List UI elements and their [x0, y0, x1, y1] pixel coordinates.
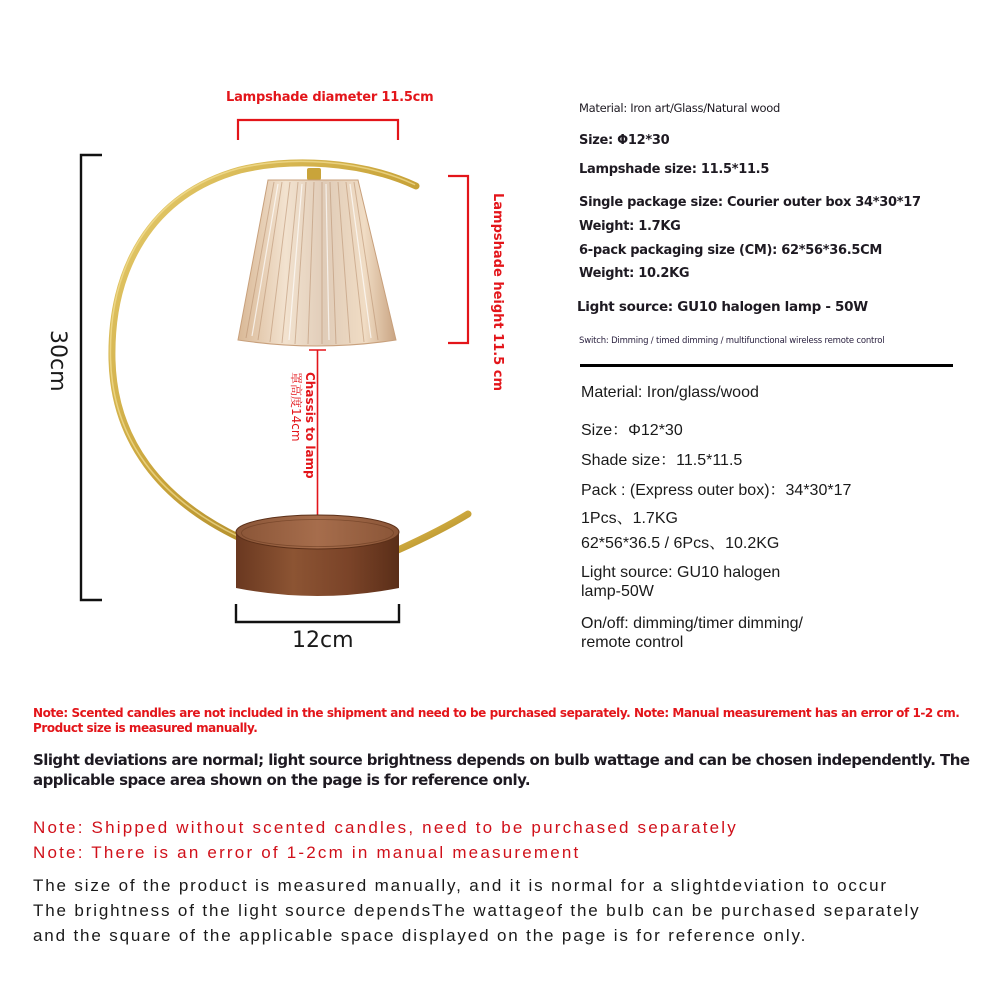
spec1-single-package: Single package size: Courier outer box 34*30*17 — [579, 195, 921, 210]
note-red-line-2: Note: There is an error of 1-2cm in manual measurement — [33, 843, 581, 862]
total-height-bracket — [81, 155, 102, 600]
spec2-light-source: Light source: GU10 halogen lamp-50W — [581, 564, 781, 600]
spec1-weight-single: Weight: 1.7KG — [579, 219, 681, 234]
brass-base-arm — [398, 514, 468, 550]
spec1-light-source: Light source: GU10 halogen lamp - 50W — [577, 299, 868, 315]
note-red-bold: Note: Scented candles are not included in the shipment and need to be purchased separately. Note: Manual measurement has an error of 1-2 cm. Product size is measured manually. — [33, 706, 960, 735]
base-width-label: 12cm — [292, 628, 354, 653]
shade-diameter-bracket — [238, 120, 398, 140]
spec2-on-off: On/off: dimming/timer dimming/ remote control — [581, 615, 803, 651]
note-red-line-1: Note: Shipped without scented candles, need to be purchased separately — [33, 818, 738, 837]
chassis-label-cn: 罩高度14cm — [289, 372, 303, 442]
note-black-bold: Slight deviations are normal; light source brightness depends on bulb wattage and can be chosen independently. The applicable space area shown on the page is for reference only. — [33, 751, 970, 789]
spec1-weight-six: Weight: 10.2KG — [579, 266, 690, 281]
shade-height-bracket — [448, 176, 468, 343]
note-black-line-1: The size of the product is measured manually, and it is normal for a slightdeviation to occur — [33, 876, 888, 895]
chassis-label-en: Chassis to lamp — [303, 372, 317, 479]
spec1-six-pack: 6-pack packaging size (CM): 62*56*36.5CM — [579, 243, 882, 258]
spec2-pack: Pack : (Express outer box)：34*30*17 — [581, 482, 852, 499]
section-divider — [580, 364, 953, 367]
spec1-size: Size: Φ12*30 — [579, 133, 670, 148]
spec1-material: Material: Iron art/Glass/Natural wood — [579, 101, 781, 115]
spec1-switch: Switch: Dimming / timed dimming / multifunctional wireless remote control — [579, 336, 885, 346]
note-black-line-3: and the square of the applicable space displayed on the page is for reference only. — [33, 926, 808, 945]
spec2-pcs6: 62*56*36.5 / 6Pcs、10.2KG — [581, 535, 780, 552]
shade-connector — [307, 168, 321, 180]
spec2-material: Material: Iron/glass/wood — [581, 384, 759, 401]
glass-lampshade — [238, 180, 396, 346]
spec1-lampshade-size: Lampshade size: 11.5*11.5 — [579, 162, 770, 177]
chassis-to-lamp-label — [289, 372, 317, 479]
shade-diameter-label: Lampshade diameter 11.5cm — [226, 90, 434, 105]
spec2-pcs1: 1Pcs、1.7KG — [581, 510, 678, 527]
total-height-label: 30cm — [45, 330, 70, 392]
base-width-bracket — [236, 604, 399, 622]
shade-height-label: Lampshade height 11.5 cm — [490, 193, 505, 392]
spec2-shade-size: Shade size：11.5*11.5 — [581, 452, 743, 469]
note-black-line-2: The brightness of the light source dependsThe wattageof the bulb can be purchased separately — [33, 901, 921, 920]
spec2-size: Size：Φ12*30 — [581, 422, 683, 439]
